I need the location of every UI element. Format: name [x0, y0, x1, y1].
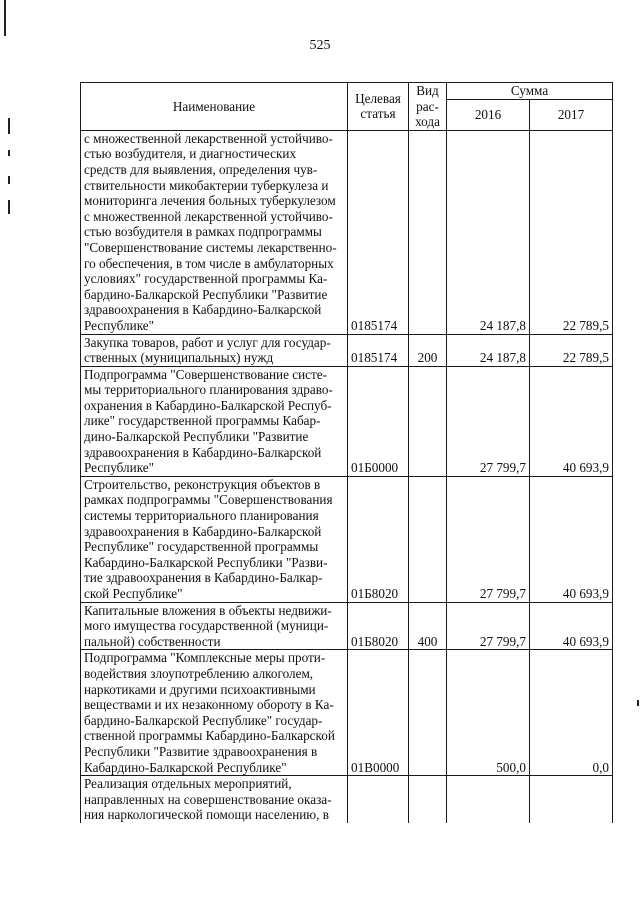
cell-name	[81, 334, 348, 366]
table-row	[81, 776, 613, 823]
cell-name-line: Кабардино-Балкарской Республике"	[84, 759, 287, 775]
cell-name-line: здравоохранения в Кабардино-Балкарской	[84, 523, 322, 539]
header-kind-line: рас-	[416, 98, 439, 114]
cell-name-line: условиях" государственной программы Ка-	[84, 271, 328, 287]
cell-name-line: рамках подпрограммы "Совершенствования	[84, 492, 333, 508]
cell-name-line: ния наркологической помощи населению, в	[84, 807, 329, 823]
table-row	[81, 334, 613, 366]
cell-name-line: дино-Балкарской Республики "Развитие	[84, 429, 309, 445]
cell-name-line: Кабардино-Балкарской Республики "Разви-	[84, 554, 328, 570]
scan-edge-mark	[8, 118, 10, 134]
cell-name-line: Республике"	[84, 317, 155, 333]
cell-name-line: водействия злоупотреблению алкоголем,	[84, 665, 314, 681]
cell-name-line: бардино-Балкарской Республике" государ-	[84, 712, 323, 728]
cell-name-line: средств для выявления, определения чув-	[84, 161, 318, 177]
cell-name-line: веществами и их незаконному обороту в Ка-	[84, 697, 334, 713]
scan-edge-mark	[8, 150, 10, 156]
scan-edge-mark	[637, 700, 639, 706]
cell-name-line: Подпрограмма "Совершенствование систе-	[84, 366, 328, 382]
cell-name-line: здравоохранения в Кабардино-Балкарской	[84, 444, 322, 460]
header-year-2016: 2016	[447, 99, 530, 130]
cell-name-line: Капитальные вложения в объекты недвижи-	[84, 602, 332, 618]
header-target-line: статья	[360, 106, 396, 122]
cell-expense-kind	[409, 130, 447, 334]
cell-sum-2017: 40 693,9	[530, 602, 613, 650]
cell-name-line: с множественной лекарственной устойчиво-	[84, 208, 333, 224]
cell-sum-2016: 27 799,7	[447, 476, 530, 602]
cell-name-line: го обеспечения, в том числе в амбулаторных	[84, 255, 334, 271]
table-row	[81, 602, 613, 650]
cell-name	[81, 476, 348, 602]
scan-edge-mark	[8, 176, 10, 184]
budget-table	[80, 82, 613, 823]
cell-name-line: Закупка товаров, работ и услуг для государ-	[84, 334, 331, 350]
cell-name-line: мониторинга лечения больных туберкулезом	[84, 193, 336, 209]
header-expense-kind	[409, 83, 447, 131]
cell-name-line: бардино-Балкарской Республики "Развитие	[84, 286, 328, 302]
cell-name	[81, 650, 348, 776]
cell-name-line: ствительности микобактерии туберкулеза и	[84, 177, 329, 193]
cell-name	[81, 130, 348, 334]
cell-expense-kind	[409, 776, 447, 823]
cell-name-line: направленных на совершенствование оказа-	[84, 791, 332, 807]
cell-name-line: Республике"	[84, 460, 155, 476]
cell-target-article	[348, 776, 409, 823]
cell-sum-2016	[447, 776, 530, 823]
cell-name	[81, 776, 348, 823]
cell-name-line: здравоохранения в Кабардино-Балкарской	[84, 302, 322, 318]
cell-expense-kind	[409, 366, 447, 476]
cell-name-line: системы территориального планирования	[84, 508, 319, 524]
header-sum: Сумма	[447, 83, 613, 100]
cell-name-line: с множественной лекарственной устойчиво-	[84, 130, 333, 146]
cell-name-line: пальной) собственности	[84, 633, 221, 649]
cell-name-line: тие здравоохранения в Кабардино-Балкар-	[84, 570, 323, 586]
cell-sum-2016: 27 799,7	[447, 602, 530, 650]
cell-name-line: стью возбудителя в рамках подпрограммы	[84, 224, 322, 240]
cell-target-article: 01Б8020	[348, 602, 409, 650]
cell-sum-2017	[530, 776, 613, 823]
scan-edge-mark	[8, 200, 10, 214]
cell-target-article: 0185174	[348, 130, 409, 334]
cell-name-line: ственных (муниципальных) нужд	[84, 350, 274, 366]
cell-name-line: стью возбудителя, и диагностических	[84, 146, 297, 162]
cell-expense-kind: 200	[409, 334, 447, 366]
scan-edge-mark	[4, 0, 6, 36]
cell-target-article: 01Б8020	[348, 476, 409, 602]
header-target-article	[348, 83, 409, 131]
cell-name-line: наркотиками и другими психоактивными	[84, 681, 316, 697]
table-row	[81, 130, 613, 334]
header-target-line: Целевая	[355, 90, 401, 106]
cell-sum-2017: 22 789,5	[530, 130, 613, 334]
cell-name-line: ственной программы Кабардино-Балкарской	[84, 728, 335, 744]
header-kind-line: хода	[415, 114, 440, 130]
cell-name-line: охранения в Кабардино-Балкарской Респуб-	[84, 397, 332, 413]
cell-name-line: Подпрограмма "Комплексные меры проти-	[84, 650, 326, 666]
header-kind-line: Вид	[416, 83, 439, 98]
cell-sum-2017: 40 693,9	[530, 366, 613, 476]
cell-expense-kind	[409, 476, 447, 602]
table-row	[81, 476, 613, 602]
cell-name-line: лике" государственной программы Кабар-	[84, 413, 321, 429]
cell-expense-kind: 400	[409, 602, 447, 650]
cell-sum-2017: 22 789,5	[530, 334, 613, 366]
cell-name-line: Строительство, реконструкция объектов в	[84, 476, 321, 492]
cell-sum-2017: 40 693,9	[530, 476, 613, 602]
table-body	[81, 130, 613, 823]
cell-name-line: "Совершенствование системы лекарственно-	[84, 239, 337, 255]
cell-name-line: Республике" государственной программы	[84, 539, 319, 555]
header-year-2017: 2017	[530, 99, 613, 130]
cell-name-line: мы территориального планирования здраво-	[84, 382, 333, 398]
cell-name	[81, 602, 348, 650]
cell-name-line: мого имущества государственной (муници-	[84, 618, 329, 634]
cell-sum-2016: 27 799,7	[447, 366, 530, 476]
cell-sum-2016: 24 187,8	[447, 130, 530, 334]
cell-target-article: 01В0000	[348, 650, 409, 776]
header-name: Наименование	[81, 83, 348, 131]
cell-sum-2016: 24 187,8	[447, 334, 530, 366]
cell-expense-kind	[409, 650, 447, 776]
page-number: 525	[309, 38, 331, 53]
table-row	[81, 650, 613, 776]
cell-name-line: Республики "Развитие здравоохранения в	[84, 743, 318, 759]
cell-name-line: ской Республике"	[84, 586, 183, 601]
cell-sum-2017: 0,0	[530, 650, 613, 776]
cell-name	[81, 366, 348, 476]
cell-name-line: Реализация отдельных мероприятий,	[84, 776, 292, 792]
table-row	[81, 366, 613, 476]
cell-sum-2016: 500,0	[447, 650, 530, 776]
cell-target-article: 01Б0000	[348, 366, 409, 476]
cell-target-article: 0185174	[348, 334, 409, 366]
